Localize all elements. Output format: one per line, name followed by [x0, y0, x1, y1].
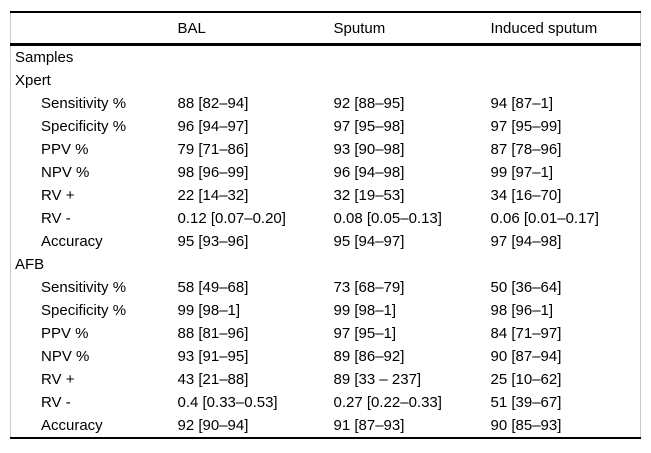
cell-value: 97 [95–1] — [333, 325, 397, 342]
table-row — [11, 391, 641, 414]
diagnostic-results-table — [10, 11, 641, 439]
table-row — [11, 138, 641, 161]
row-label: Specificity % — [41, 302, 127, 319]
row-label: Xpert — [15, 72, 51, 89]
cell-value: 96 [94–98] — [333, 164, 405, 181]
table-row — [11, 161, 641, 184]
row-label: Accuracy — [41, 417, 103, 434]
cell-value: 88 [81–96] — [177, 325, 249, 342]
table-row — [11, 322, 641, 345]
row-label: Accuracy — [41, 233, 103, 250]
table-row — [11, 184, 641, 207]
cell-value: 91 [87–93] — [333, 417, 405, 434]
cell-value: 95 [94–97] — [333, 233, 405, 250]
row-label: PPV % — [41, 141, 89, 158]
cell-value — [178, 45, 334, 70]
table-row — [11, 230, 641, 253]
column-header-sputum: Sputum — [334, 12, 491, 45]
cell-value: 50 [36–64] — [490, 279, 562, 296]
cell-value: 98 [96–1] — [490, 302, 554, 319]
row-label: RV + — [41, 371, 75, 388]
cell-value: 89 [33 – 237] — [333, 371, 422, 388]
table-body — [11, 45, 641, 439]
cell-value: 84 [71–97] — [490, 325, 562, 342]
cell-value — [334, 45, 491, 70]
cell-value: 97 [95–98] — [333, 118, 405, 135]
row-label: RV - — [41, 210, 71, 227]
table-row — [11, 92, 641, 115]
cell-value: 99 [98–1] — [333, 302, 397, 319]
table-row — [11, 253, 641, 276]
cell-value: 25 [10–62] — [490, 371, 562, 388]
cell-value: 92 [90–94] — [177, 417, 249, 434]
column-header-bal: BAL — [178, 12, 334, 45]
cell-value: 96 [94–97] — [177, 118, 249, 135]
row-label: NPV % — [41, 164, 90, 181]
row-label: Samples — [15, 49, 74, 66]
cell-value: 93 [90–98] — [333, 141, 405, 158]
cell-value: 94 [87–1] — [490, 95, 554, 112]
table-row — [11, 299, 641, 322]
cell-value: 90 [87–94] — [490, 348, 562, 365]
cell-value: 43 [21–88] — [177, 371, 249, 388]
table-row — [11, 345, 641, 368]
cell-value: 98 [96–99] — [177, 164, 249, 181]
row-label: RV + — [41, 187, 75, 204]
column-header-blank — [11, 12, 178, 45]
table-row — [11, 368, 641, 391]
cell-value: 93 [91–95] — [177, 348, 249, 365]
table-row — [11, 207, 641, 230]
cell-value — [491, 45, 641, 70]
cell-value — [491, 69, 641, 92]
cell-value: 58 [49–68] — [177, 279, 249, 296]
cell-value: 97 [95–99] — [490, 118, 562, 135]
cell-value — [491, 253, 641, 276]
cell-value: 89 [86–92] — [333, 348, 405, 365]
table-row — [11, 414, 641, 438]
row-label: AFB — [15, 256, 45, 273]
table-row — [11, 276, 641, 299]
table-row — [11, 115, 641, 138]
cell-value: 0.06 [0.01–0.17] — [490, 210, 599, 227]
cell-value: 97 [94–98] — [490, 233, 562, 250]
cell-value: 0.4 [0.33–0.53] — [177, 394, 278, 411]
table-row — [11, 45, 641, 70]
cell-value: 32 [19–53] — [333, 187, 405, 204]
cell-value: 0.08 [0.05–0.13] — [333, 210, 442, 227]
cell-value: 22 [14–32] — [177, 187, 249, 204]
column-header-induced-sputum: Induced sputum — [491, 12, 641, 45]
row-label: Specificity % — [41, 118, 127, 135]
row-label: Sensitivity % — [41, 95, 127, 112]
cell-value: 99 [97–1] — [490, 164, 554, 181]
cell-value: 79 [71–86] — [177, 141, 249, 158]
row-label: NPV % — [41, 348, 90, 365]
cell-value — [178, 69, 334, 92]
cell-value: 88 [82–94] — [177, 95, 249, 112]
cell-value: 34 [16–70] — [490, 187, 562, 204]
row-label: PPV % — [41, 325, 89, 342]
cell-value: 0.27 [0.22–0.33] — [333, 394, 442, 411]
cell-value: 0.12 [0.07–0.20] — [177, 210, 286, 227]
cell-value: 95 [93–96] — [177, 233, 249, 250]
table-row — [11, 69, 641, 92]
cell-value: 73 [68–79] — [333, 279, 405, 296]
cell-value: 51 [39–67] — [490, 394, 562, 411]
header-row — [11, 12, 641, 45]
cell-value: 92 [88–95] — [333, 95, 405, 112]
cell-value: 99 [98–1] — [177, 302, 241, 319]
cell-value — [178, 253, 334, 276]
cell-value — [334, 69, 491, 92]
cell-value: 87 [78–96] — [490, 141, 562, 158]
cell-value — [334, 253, 491, 276]
row-label: RV - — [41, 394, 71, 411]
cell-value: 90 [85–93] — [490, 417, 562, 434]
row-label: Sensitivity % — [41, 279, 127, 296]
